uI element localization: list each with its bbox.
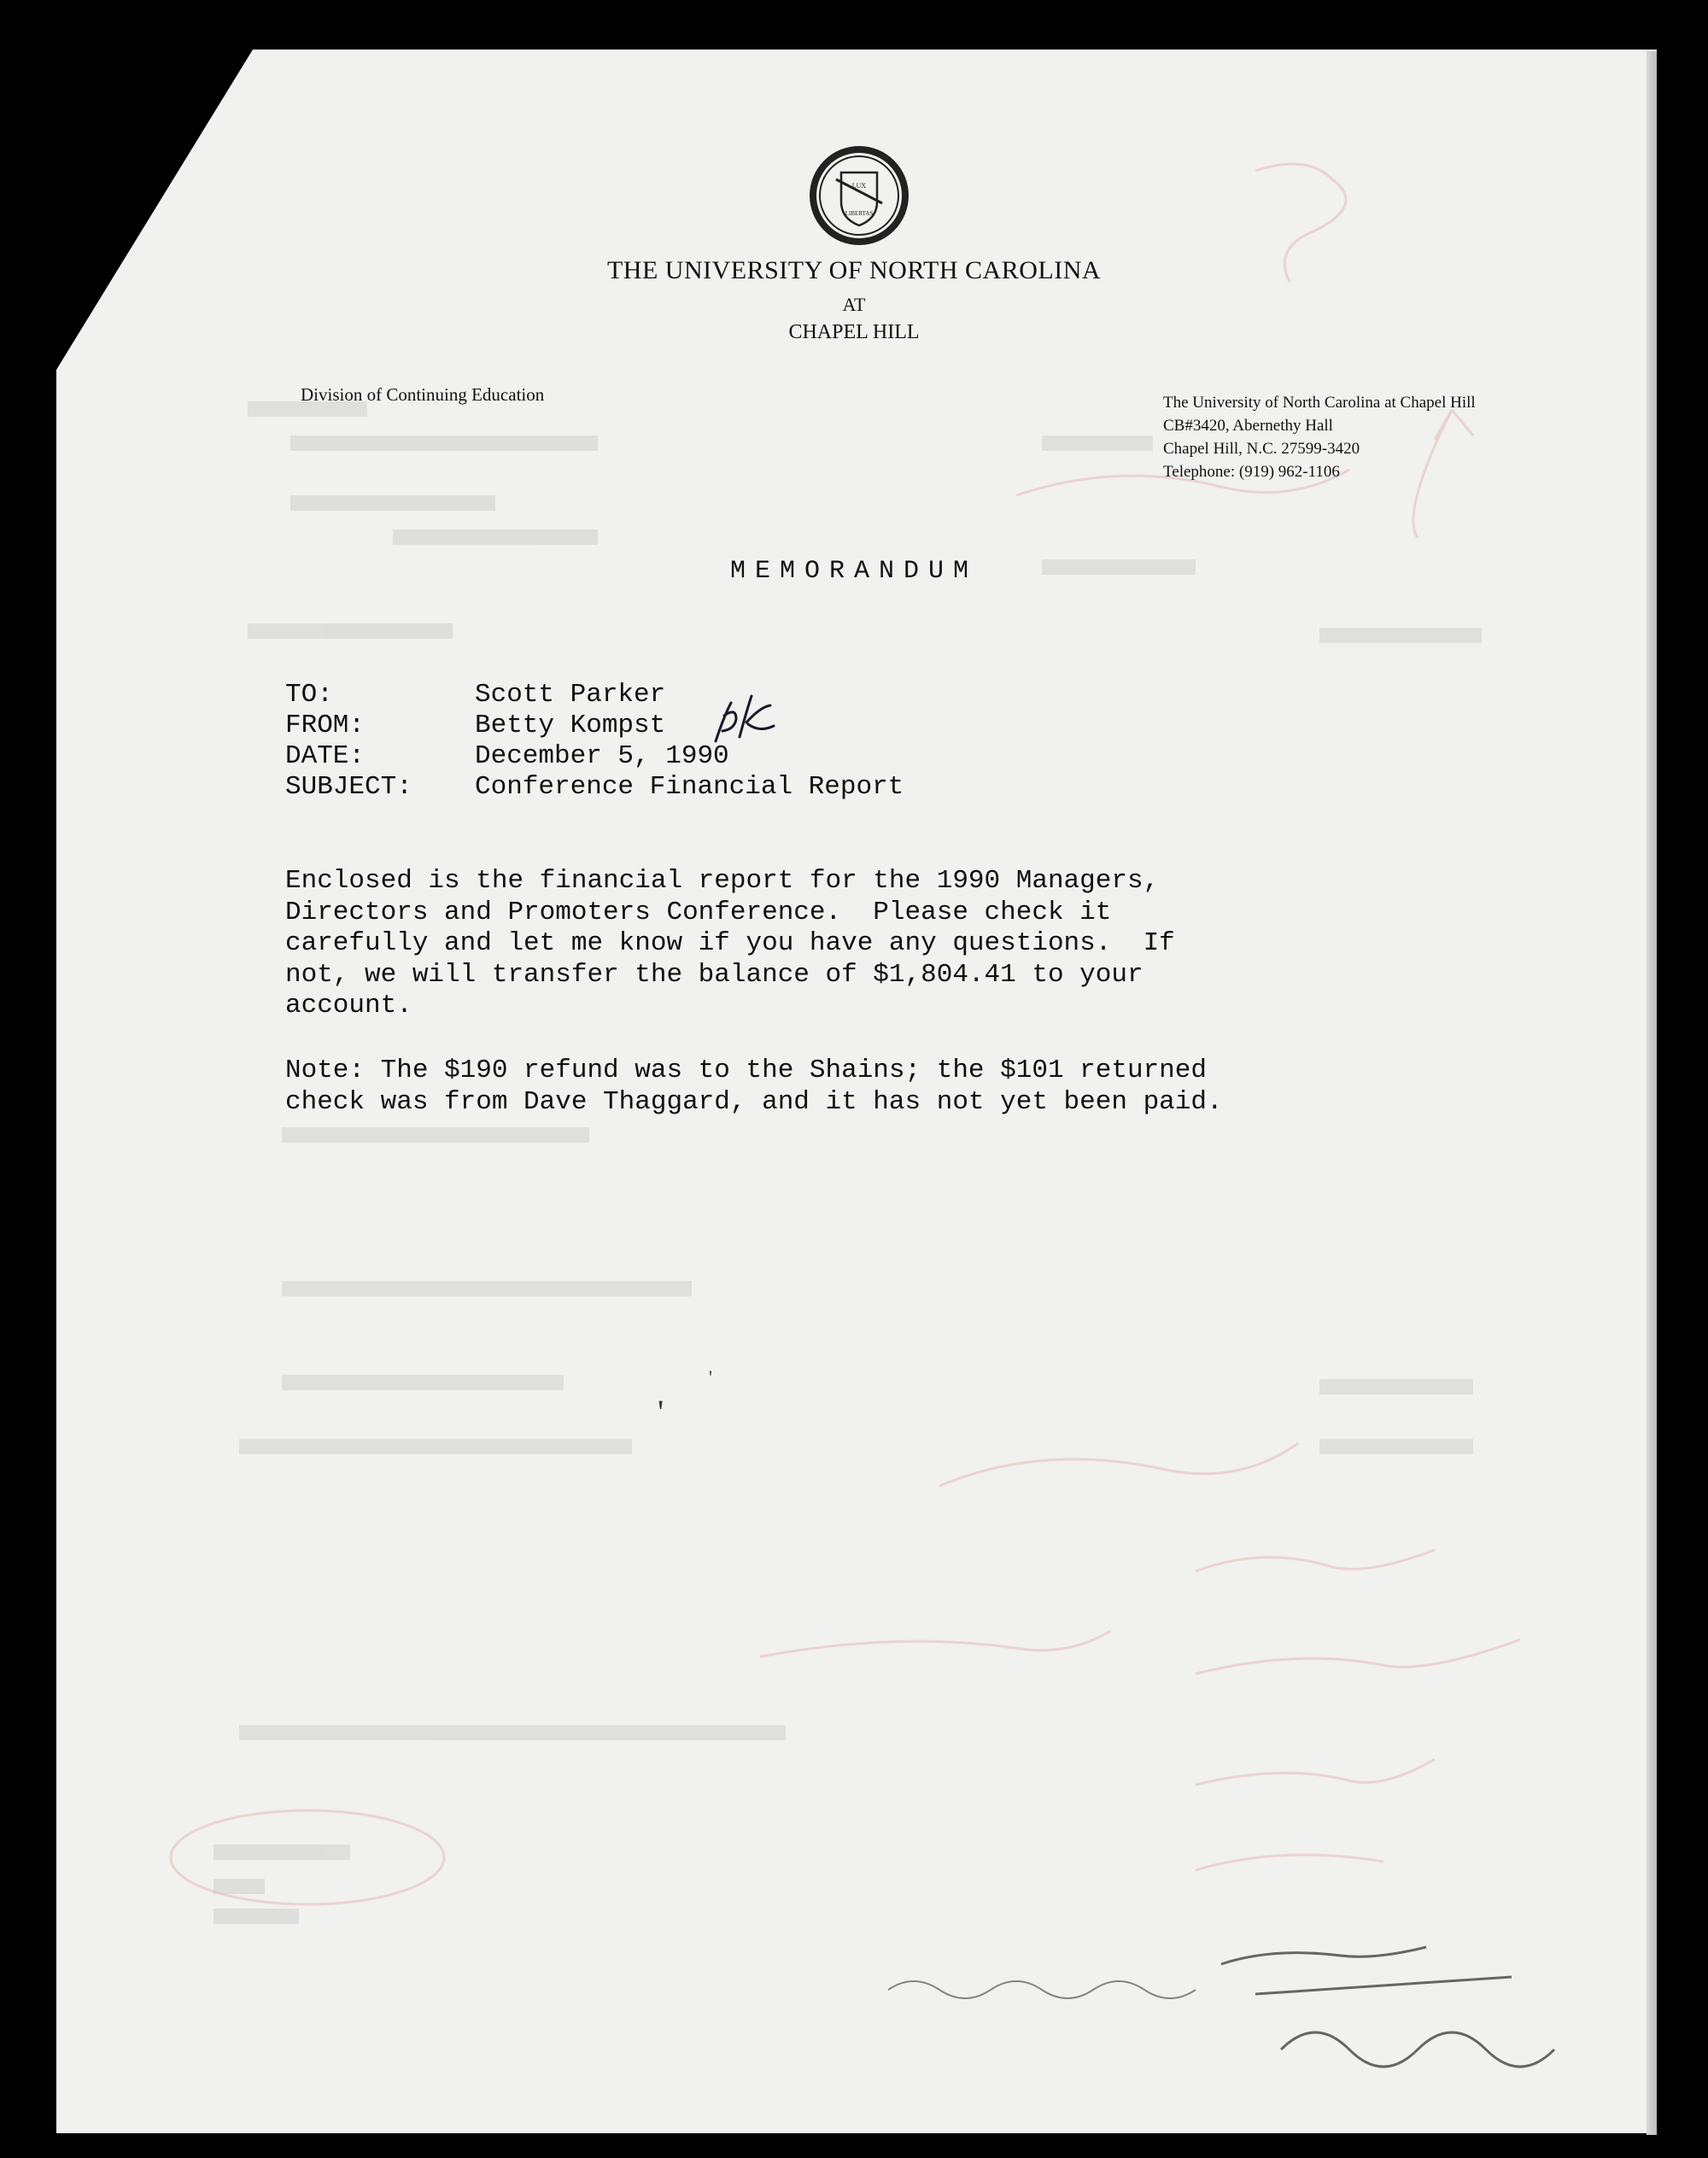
address-line: Telephone: (919) 962-1106 xyxy=(1163,463,1340,481)
university-campus: CHAPEL HILL xyxy=(788,321,920,343)
memo-note: Note: The $190 refund was to the Shains; the $101 returned check was from Dave Thaggard, and it has not yet been paid. xyxy=(285,1056,1223,1117)
university-at: AT xyxy=(842,294,866,315)
to-value: Scott Parker xyxy=(475,680,666,710)
memo-heading: MEMORANDUM xyxy=(729,557,979,586)
address-line: Chapel Hill, N.C. 27599-3420 xyxy=(1163,440,1360,458)
memo-date-row xyxy=(285,741,729,771)
memo-to-row xyxy=(285,680,665,710)
date-value: December 5, 1990 xyxy=(475,741,729,771)
address-line: The University of North Carolina at Chapel Hill xyxy=(1163,394,1476,412)
subject-label: SUBJECT: xyxy=(285,772,412,802)
to-label: TO: xyxy=(285,680,333,710)
memo-subject-row xyxy=(285,772,904,802)
date-label: DATE: xyxy=(285,741,366,771)
seal-motto-top: LUX xyxy=(851,182,867,190)
stray-mark: ' xyxy=(709,1366,712,1388)
from-label: FROM: xyxy=(285,711,366,740)
stray-mark: ' xyxy=(658,1393,664,1431)
division-name: Division of Continuing Education xyxy=(301,384,545,405)
handwritten-initials xyxy=(709,690,794,750)
from-value: Betty Kompst xyxy=(475,711,666,740)
seal-motto-bottom: LIBERTAS xyxy=(845,210,874,217)
memo-from-row xyxy=(285,711,665,740)
university-seal xyxy=(807,143,911,248)
return-address xyxy=(1163,391,1476,483)
address-line: CB#3420, Abernethy Hall xyxy=(1163,417,1333,435)
memo-body: Enclosed is the financial report for the 1990 Managers, Directors and Promoters Conference. Please check it carefully and let me know if you have any questions. If not, we will transfer the balance of $1,804.41 to your account. xyxy=(285,866,1175,1021)
university-name: THE UNIVERSITY OF NORTH CAROLINA xyxy=(606,256,1102,284)
subject-value: Conference Financial Report xyxy=(475,772,904,802)
